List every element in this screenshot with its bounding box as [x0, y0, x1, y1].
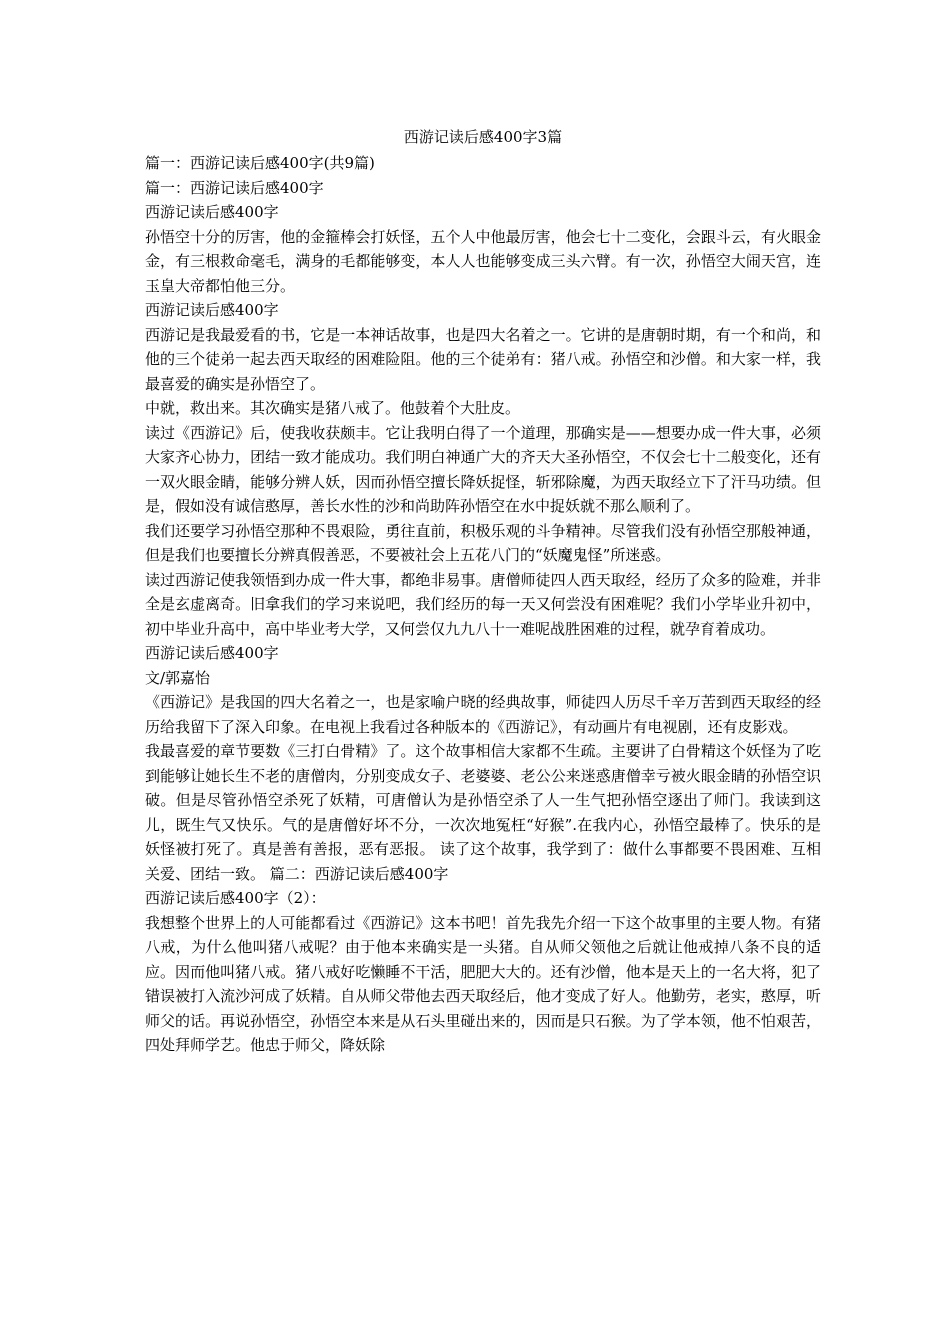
document-paragraph: 篇一：西游记读后感400字: [145, 178, 324, 197]
document-paragraph: 西游记读后感400字: [145, 644, 279, 662]
document-paragraph: 中就，救出来。其次确实是猪八戒了。他鼓着个大肚皮。: [145, 399, 521, 417]
document-paragraph: 西游记是我最爱看的书，它是一本神话故事，也是四大名着之一。它讲的是唐朝时期，有一个和尚，和他的三个徒弟一起去西天取经的困难险阻。他的三个徒弟有：猪八戒。孙悟空和沙僧。和大家一样，我最喜爱的确实是孙悟空了。: [145, 325, 821, 393]
document-paragraph: 《西游记》是我国的四大名着之一，也是家喻户晓的经典故事，师徒四人历尽千辛万苦到西天取经的经历给我留下了深入印象。在电视上我看过各种版本的《西游记》，有动画片有电视剧，还有皮影戏。: [145, 693, 821, 736]
document-paragraph: 篇一：西游记读后感400字(共9篇): [145, 154, 375, 172]
document-title: 西游记读后感400字3篇: [403, 128, 563, 146]
document-paragraph: 西游记读后感400字（2）：: [145, 889, 326, 907]
document-paragraph: 西游记读后感400字: [145, 203, 279, 221]
document-paragraph: 我们还要学习孙悟空那种不畏艰险，勇往直前，积极乐观的斗争精神。尽管我们没有孙悟空那般神通，但是我们也要擅长分辨真假善恶，不要被社会上五花八门的“妖魔鬼怪”所迷惑。: [145, 521, 821, 564]
document-paragraph: 文/郭嘉怡: [145, 668, 211, 687]
document-paragraph: 孙悟空十分的厉害，他的金箍棒会打妖怪，五个人中他最厉害，他会七十二变化，会跟斗云，有火眼金金，有三根救命毫毛，满身的毛都能够变，本人人也能够变成三头六臂。有一次，孙悟空大闹天宫，连玉皇大帝都怕他三分。: [145, 227, 821, 295]
document-page: [145, 126, 821, 1058]
document-paragraph: 读过《西游记》后，使我收获颇丰。它让我明白得了一个道理，那确实是——想要办成一件大事，必须大家齐心协力，团结一致才能成功。我们明白神通广大的齐天大圣孙悟空，不仅会七十二般变化，还有一双火眼金睛，能够分辨人妖，因而孙悟空擅长降妖捉怪，斩邪除魔，为西天取经立下了汗马功绩。但是，假如没有诚信憨厚，善长水性的沙和尚助阵孙悟空在水中捉妖就不那么顺利了。: [145, 423, 821, 515]
document-paragraph: 西游记读后感400字: [145, 301, 279, 319]
document-paragraph: 读过西游记使我领悟到办成一件大事，都绝非易事。唐僧师徒四人西天取经，经历了众多的险难，并非全是玄虚离奇。旧拿我们的学习来说吧，我们经历的每一天又何尝没有困难呢？我们小学毕业升初中，初中毕业升高中，高中毕业考大学，又何尝仅九九八十一难呢战胜困难的过程，就孕育着成功。: [145, 570, 821, 638]
document-paragraph: 我最喜爱的章节要数《三打白骨精》了。这个故事相信大家都不生疏。主要讲了白骨精这个妖怪为了吃到能够让她长生不老的唐僧肉，分别变成女子、老婆婆、老公公来迷惑唐僧幸亏被火眼金睛的孙悟空识破。但是尽管孙悟空杀死了妖精，可唐僧认为是孙悟空杀了人一生气把孙悟空逐出了师门。我读到这儿，既生气又快乐。气的是唐僧好坏不分，一次次地冤枉“好猴”.在我内心，孙悟空最棒了。快乐的是妖怪被打死了。真是善有善报，恶有恶报。 读了这个故事，我学到了：做什么事都要不畏困难、互相关爱、团结一致。 篇二：西游记读后感400字: [145, 742, 821, 883]
document-body: [145, 151, 821, 1058]
document-paragraph: 我想整个世界上的人可能都看过《西游记》这本书吧！首先我先介绍一下这个故事里的主要人物。有猪八戒，为什么他叫猪八戒呢？由于他本来确实是一头猪。自从师父领他之后就让他戒掉八条不良的适应。因而他叫猪八戒。猪八戒好吃懒睡不干活，肥肥大大的。还有沙僧，他本是天上的一名大将，犯了错误被打入流沙河成了妖精。自从师父带他去西天取经后，他才变成了好人。他勤劳，老实，憨厚，听师父的话。再说孙悟空，孙悟空本来是从石头里碰出来的，因而是只石猴。为了学本领，他不怕艰苦，四处拜师学艺。他忠于师父，降妖除: [145, 913, 821, 1054]
